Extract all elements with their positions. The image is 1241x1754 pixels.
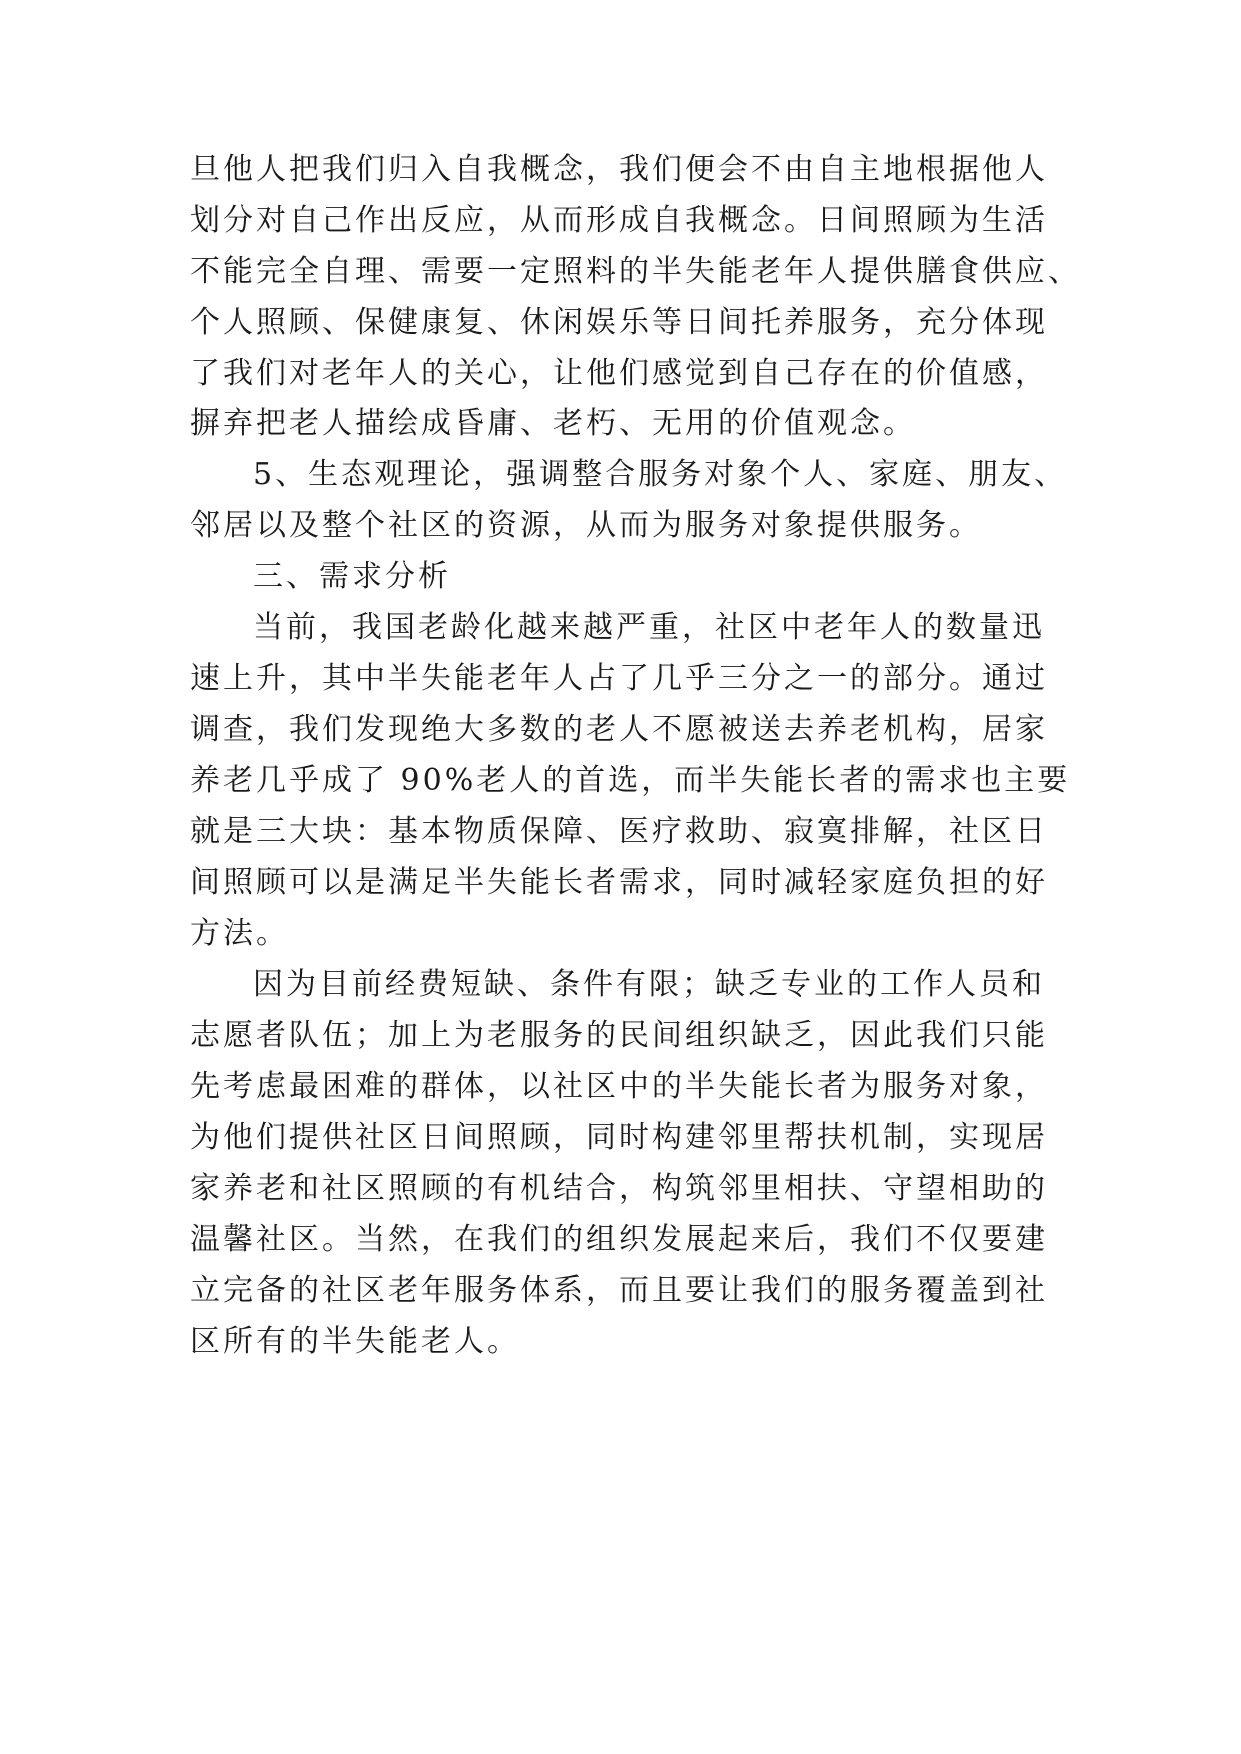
text-line: 方法。 bbox=[190, 916, 289, 951]
text-line: 为他们提供社区日间照顾，同时构建邻里帮扶机制，实现居 bbox=[190, 1120, 1048, 1155]
text-line: 不能完全自理、需要一定照料的半失能老年人提供膳食供应、 bbox=[190, 254, 1081, 289]
text-line: 划分对自己作出反应，从而形成自我概念。日间照顾为生活 bbox=[190, 203, 1048, 238]
text-line: 立完备的社区老年服务体系，而且要让我们的服务覆盖到社 bbox=[190, 1273, 1048, 1308]
paragraph-start: 因为目前经费短缺、条件有限；缺乏专业的工作人员和 bbox=[253, 967, 1045, 1002]
text-line: 间照顾可以是满足半失能长者需求，同时减轻家庭负担的好 bbox=[190, 865, 1048, 900]
section-heading: 三、需求分析 bbox=[253, 559, 451, 594]
text-line: 区所有的半失能老人。 bbox=[190, 1324, 520, 1359]
text-line: 养老几乎成了 90%老人的首选，而半失能长者的需求也主要 bbox=[190, 763, 1071, 798]
text-line: 速上升，其中半失能老年人占了几乎三分之一的部分。通过 bbox=[190, 661, 1048, 696]
text-line: 邻居以及整个社区的资源，从而为服务对象提供服务。 bbox=[190, 508, 982, 543]
text-line: 摒弃把老人描绘成昏庸、老朽、无用的价值观念。 bbox=[190, 406, 916, 441]
list-item-theory-5: 5、生态观理论，强调整合服务对象个人、家庭、朋友、 bbox=[253, 457, 1068, 492]
text-line: 温馨社区。当然，在我们的组织发展起来后，我们不仅要建 bbox=[190, 1222, 1048, 1257]
text-line: 了我们对老年人的关心，让他们感觉到自己存在的价值感， bbox=[190, 356, 1048, 391]
text-line: 家养老和社区照顾的有机结合，构筑邻里相扶、守望相助的 bbox=[190, 1171, 1048, 1206]
text-line: 先考虑最困难的群体，以社区中的半失能长者为服务对象， bbox=[190, 1069, 1048, 1104]
text-line: 个人照顾、保健康复、休闲娱乐等日间托养服务，充分体现 bbox=[190, 305, 1048, 340]
paragraph-start: 当前，我国老龄化越来越严重，社区中老年人的数量迅 bbox=[253, 610, 1045, 645]
text-line: 志愿者队伍；加上为老服务的民间组织缺乏，因此我们只能 bbox=[190, 1018, 1048, 1053]
text-line: 旦他人把我们归入自我概念，我们便会不由自主地根据他人 bbox=[190, 152, 1048, 187]
text-line: 调查，我们发现绝大多数的老人不愿被送去养老机构，居家 bbox=[190, 712, 1048, 747]
text-line: 就是三大块：基本物质保障、医疗救助、寂寞排解，社区日 bbox=[190, 814, 1048, 849]
